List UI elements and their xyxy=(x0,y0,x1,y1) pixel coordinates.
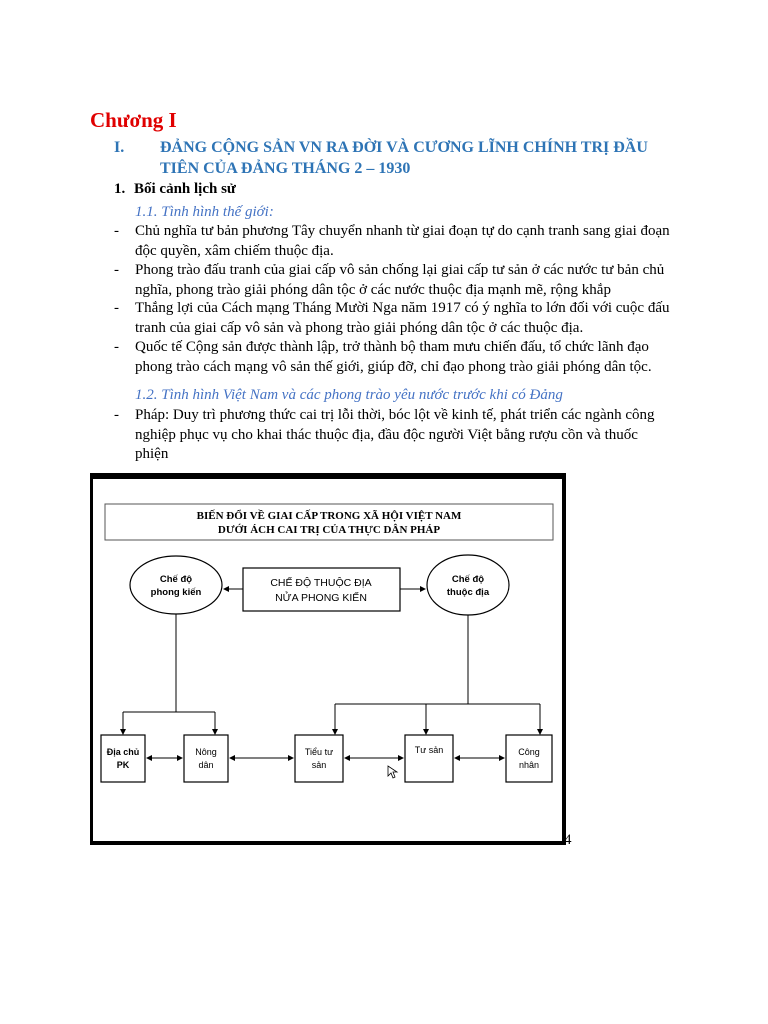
colonial-regime-line1: Chế độ xyxy=(451,574,485,585)
bullet-text xyxy=(135,299,680,338)
feudal-regime-line1: Chế độ xyxy=(159,574,193,585)
bullet-line: phong trào cách mạng vô sản thế giới, giúp đỡ, chỉ đạo phong trào giải phóng dân tộc. xyxy=(135,358,652,375)
box-petty-bourgeois xyxy=(295,735,343,782)
class-structure-diagram xyxy=(90,473,566,845)
bullet-line: Pháp: Duy trì phương thức cai trị lỗi thời, bóc lột về kinh tế, phát triển các ngành công xyxy=(135,407,655,423)
bullet-text xyxy=(135,406,680,465)
bullet-dash: - xyxy=(114,262,119,278)
bullet-line: tranh của giai cấp vô sản và phong trào giải phóng dân tộc ở các thuộc địa. xyxy=(135,319,584,336)
bullet-line: Thắng lợi của Cách mạng Tháng Mười Nga năm 1917 có ý nghĩa to lớn đối với cuộc đấu xyxy=(135,300,670,316)
center-regime-line2: NỬA PHONG KIẾN xyxy=(275,592,367,604)
feudal-regime-line2: phong kiến xyxy=(150,587,202,598)
box-peasant xyxy=(184,735,228,782)
page-number: 4 xyxy=(564,832,572,848)
bullet-line: nghĩa, phong trào giải phóng dân tộc ở các nước thuộc địa mạnh mẽ, rộng khắp xyxy=(135,281,611,298)
box-worker-line2: nhân xyxy=(518,760,540,770)
bullet-line: phiện xyxy=(135,446,169,462)
bullet-line: Chủ nghĩa tư bản phương Tây chuyển nhanh từ giai đoạn tự do cạnh tranh sang giai đoạn xyxy=(135,223,670,239)
subsection-title: Bối cảnh lịch sử xyxy=(134,181,236,197)
bullet-text xyxy=(135,222,680,261)
box-landlord-line2: PK xyxy=(116,760,130,770)
box-peasant-line2: dân xyxy=(198,760,214,770)
box-bourgeois-label: Tư sản xyxy=(414,745,444,755)
colonial-regime-ellipse xyxy=(427,555,509,615)
bullet-line: Quốc tế Cộng sản được thành lập, trở thành bộ tham mưu chiến đấu, tổ chức lãnh đạo xyxy=(135,339,649,355)
diagram-title-line1: BIẾN ĐỔI VỀ GIAI CẤP TRONG XÃ HỘI VIỆT NAM xyxy=(196,510,462,522)
center-regime-box xyxy=(243,568,400,611)
diagram-title-line2: DƯỚI ÁCH CAI TRỊ CỦA THỰC DÂN PHÁP xyxy=(217,524,441,536)
box-worker-line1: Công xyxy=(518,747,540,757)
bullet-text xyxy=(135,338,680,377)
part2-heading: 1.2. Tình hình Việt Nam và các phong trào yêu nước trước khi có Đảng xyxy=(135,387,563,403)
section-title-line1: ĐẢNG CỘNG SẢN VN RA ĐỜI VÀ CƯƠNG LĨNH CHÍNH TRỊ ĐẦU xyxy=(160,139,648,156)
diagram-svg xyxy=(93,479,562,841)
mouse-cursor-icon xyxy=(388,766,397,778)
bullet-dash: - xyxy=(114,339,119,355)
colonial-regime-line2: thuộc địa xyxy=(446,587,490,598)
bullet-line: Phong trào đấu tranh của giai cấp vô sản chống lại giai cấp tư sản ở các nước tư bản chủ xyxy=(135,262,665,278)
box-landlord xyxy=(101,735,145,782)
box-worker xyxy=(506,735,552,782)
box-peasant-line1: Nông xyxy=(195,747,217,757)
bullet-text xyxy=(135,261,680,300)
section-title xyxy=(160,137,680,179)
bullet-dash: - xyxy=(114,407,119,423)
bullet-line: độc quyền, xâm chiếm thuộc địa. xyxy=(135,242,334,259)
section-title-line2: TIÊN CỦA ĐẢNG THÁNG 2 – 1930 xyxy=(160,160,411,177)
chapter-title: Chương I xyxy=(90,108,177,132)
feudal-regime-ellipse xyxy=(130,556,222,614)
box-bourgeois xyxy=(405,735,453,782)
subsection-number: 1. xyxy=(114,181,126,197)
bullet-dash: - xyxy=(114,300,119,316)
center-regime-line1: CHẾ ĐỘ THUỘC ĐỊA xyxy=(270,577,372,589)
box-landlord-line1: Địa chủ xyxy=(106,747,140,757)
bullet-line: nghiệp phục vụ cho khai thác thuộc địa, đầu độc người Việt bằng rượu cồn và thuốc xyxy=(135,426,638,443)
part1-heading: 1.1. Tình hình thế giới: xyxy=(135,204,274,220)
subsection-heading xyxy=(114,181,236,198)
diagram-canvas xyxy=(93,479,562,841)
bullet-dash: - xyxy=(114,223,119,239)
section-number: I. xyxy=(114,139,125,156)
box-petty-bourgeois-line2: sản xyxy=(311,760,327,770)
box-petty-bourgeois-line1: Tiểu tư xyxy=(304,747,334,757)
